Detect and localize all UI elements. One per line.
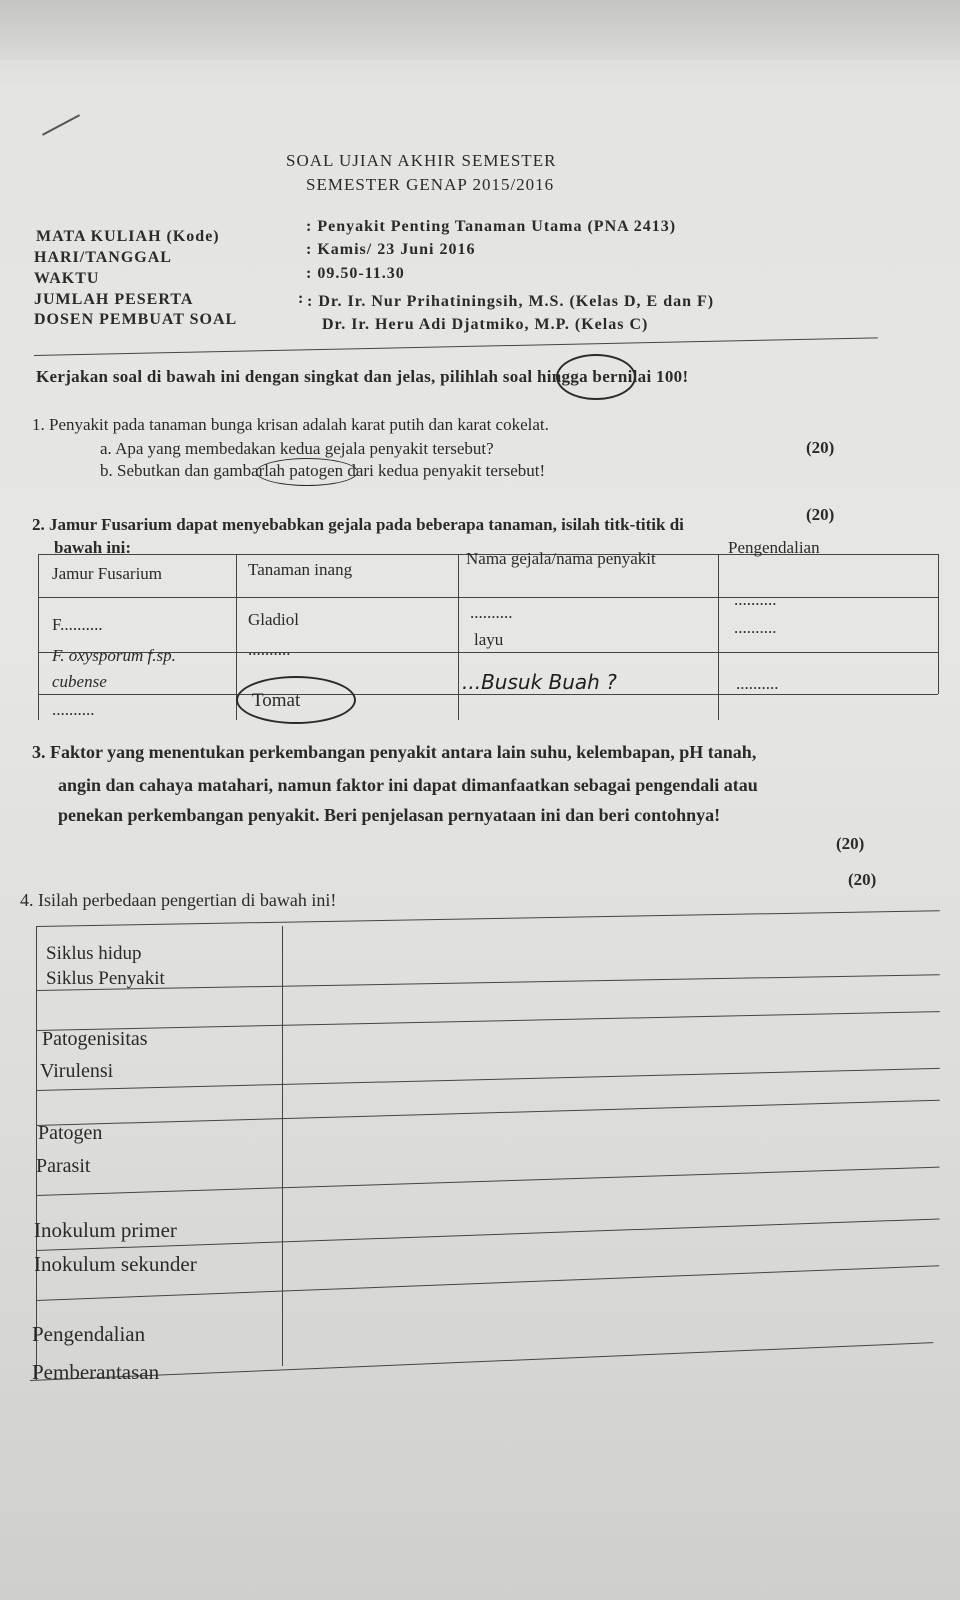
paper-top-shadow [0,0,960,60]
instruction-text: Kerjakan soal di bawah ini dengan singkat dan jelas, pilihlah soal hingga bernilai 100! [36,367,689,386]
term-item: Siklus hidup [46,943,142,964]
term-item: Inokulum primer [34,1218,177,1242]
pen-mark [42,114,80,135]
lecturer-value-1: : Dr. Ir. Nur Prihatiningsih, M.S. (Kelas D, E dan F) [307,293,715,310]
lecturer-value-2: Dr. Ir. Heru Adi Djatmiko, M.P. (Kelas C) [322,316,649,333]
table-line [36,910,940,927]
q1-b: b. Sebutkan dan gambarlah patogen dari kedua penyakit tersebut! [100,461,546,480]
term-item: Patogen [38,1122,103,1144]
lecturer-label: DOSEN PEMBUAT SOAL [34,311,238,328]
table-line [36,1011,940,1031]
table-cell-handwritten: ...Busuk Buah ? [462,670,617,694]
exam-title: SOAL UJIAN AKHIR SEMESTER [286,151,557,170]
table-line [282,926,283,1366]
table-line [38,554,39,720]
table-line [458,554,459,720]
table-line [718,554,719,720]
header-divider [34,337,878,356]
time-label: WAKTU [34,270,100,287]
term-item: Pengendalian [32,1322,146,1346]
q2-text: 2. Jamur Fusarium dapat menyebabkan gejala pada beberapa tanaman, isilah titk-titik di [32,515,684,534]
table-line [30,1342,933,1381]
table-cell: .......... [470,603,513,622]
date-label: HARI/TANGGAL [34,249,172,266]
q3-score: (20) [836,834,865,853]
table-line [938,554,939,694]
term-item: Inokulum sekunder [34,1252,197,1276]
table-header-control: Pengendalian [728,538,820,557]
table-line [36,974,940,991]
table-header-fungus: Jamur Fusarium [52,564,163,583]
handwritten-circle [556,354,636,400]
table-cell: .......... [734,590,777,609]
course-value: : Penyakit Penting Tanaman Utama (PNA 2413) [306,218,677,235]
q3-line-1: 3. Faktor yang menentukan perkembangan penyakit antara lain suhu, kelembapan, pH tanah, [32,742,757,762]
q1-a: a. Apa yang membedakan kedua gejala penyakit tersebut? [100,439,494,458]
participants-value: : [298,290,305,307]
table-cell: F. oxysporum f.sp. cubense [52,646,176,691]
term-item: Patogenisitas [42,1028,148,1050]
participants-label: JUMLAH PESERTA [34,291,194,308]
term-item: Parasit [36,1155,91,1177]
table-line [36,1167,940,1196]
handwritten-circle [236,676,356,724]
table-cell: .......... [52,700,95,719]
table-header-host: Tanaman inang [248,560,353,579]
exam-subtitle: SEMESTER GENAP 2015/2016 [306,175,555,194]
table-cell: F.......... [52,615,103,634]
time-value: : 09.50-11.30 [306,265,405,282]
table-cell: .......... [736,674,779,693]
q4-text: 4. Isilah perbedaan pengertian di bawah ini! [20,890,337,910]
table-line [36,926,37,1380]
q1-text: 1. Penyakit pada tanaman bunga krisan adalah karat putih dan karat cokelat. [32,415,549,434]
table-line [36,1068,940,1091]
table-cell: Tomat [252,690,301,711]
table-cell: layu [474,630,504,649]
table-cell: Gladiol [248,610,299,629]
table-header-symptom: Nama gejala/nama penyakit [466,549,656,568]
table-cell: .......... [248,640,291,659]
date-value: : Kamis/ 23 Juni 2016 [306,241,476,258]
q4-score: (20) [848,870,877,889]
term-item: Pemberantasan [32,1360,160,1384]
q2-score: (20) [806,505,835,524]
table-line [36,1100,940,1126]
q1-score: (20) [806,438,835,457]
course-label: MATA KULIAH (Kode) [36,228,220,245]
table-line [38,597,938,598]
q3-line-3: penekan perkembangan penyakit. Beri penjelasan pernyataan ini dan beri contohnya! [58,805,721,825]
q3-line-2: angin dan cahaya matahari, namun faktor ini dapat dimanfaatkan sebagai pengendali atau [58,775,758,795]
term-item: Virulensi [40,1060,114,1082]
q2-text-2: bawah ini: [54,538,131,557]
table-cell: .......... [734,618,777,637]
handwritten-circle [256,458,358,486]
term-item: Siklus Penyakit [46,968,165,989]
